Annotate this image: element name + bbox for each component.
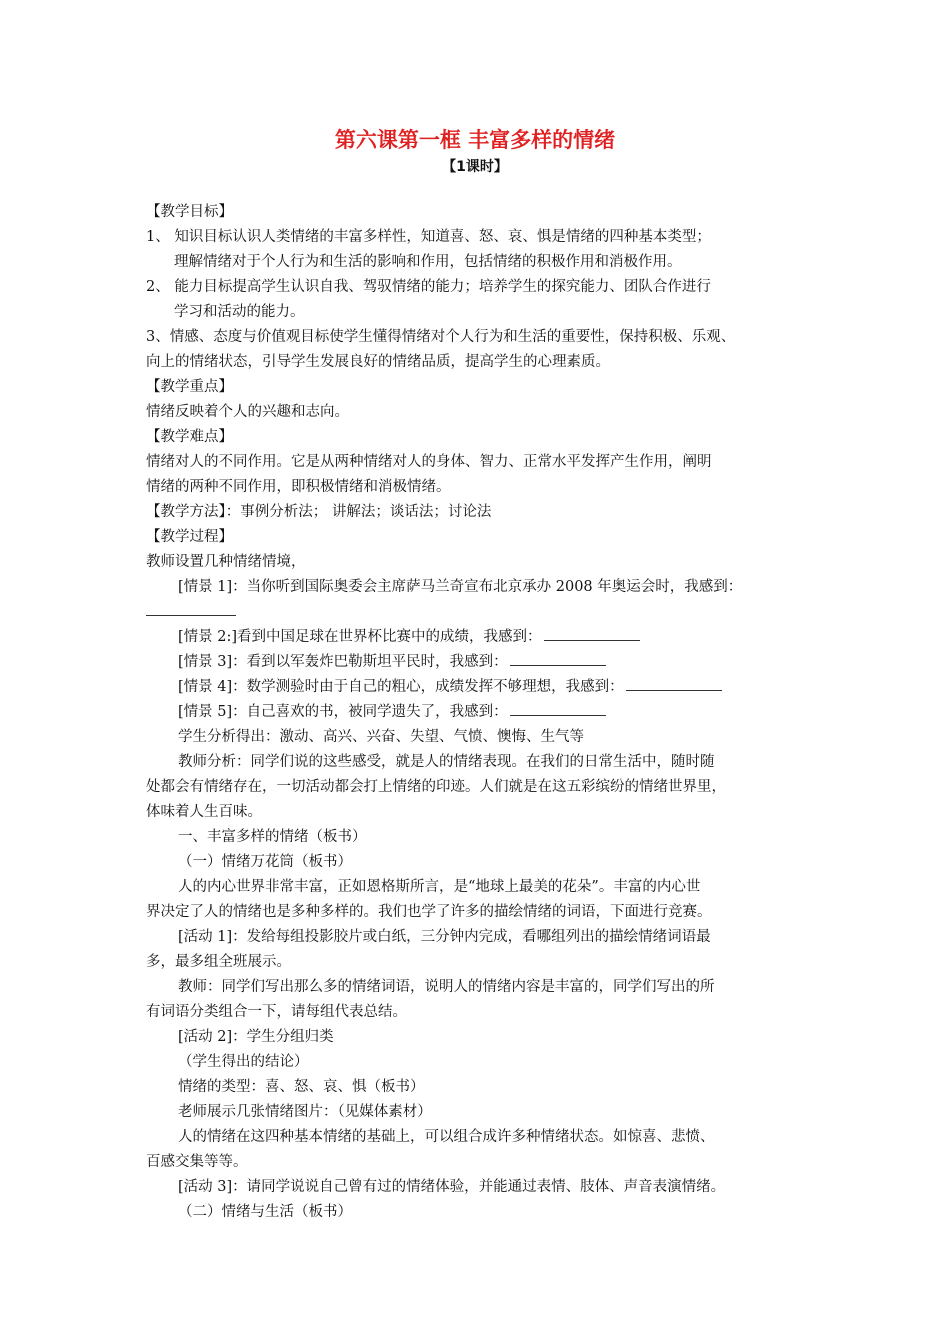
paragraph-line: 人的情绪在这四种基本情绪的基础上，可以组合成许多种情绪状态。如惊喜、悲愤、 <box>178 1129 715 1145</box>
paragraph-line: （学生得出的结论） <box>178 1054 309 1070</box>
paragraph-line: 3、情感、态度与价值观目标使学生懂得情绪对个人行为和生活的重要性，保持积极、乐观、 <box>146 329 736 345</box>
paragraph-line: [活动 2]：学生分组归类 <box>178 1029 334 1045</box>
paragraph-line: 教师：同学们写出那么多的情绪词语，说明人的情绪内容是丰富的，同学们写出的所 <box>178 979 715 995</box>
paragraph-line: 情绪的类型：喜、怒、哀、惧（板书） <box>178 1079 425 1095</box>
paragraph-line: 教师分析：同学们说的这些感受，就是人的情绪表现。在我们的日常生活中，随时随 <box>178 754 715 770</box>
paragraph-line: 理解情绪对于个人行为和生活的影响和作用，包括情绪的积极作用和消极作用。 <box>174 254 682 270</box>
board-heading: （一）情绪万花筒（板书） <box>178 854 352 870</box>
section-heading: 【教学过程】 <box>146 529 233 545</box>
paragraph-line: 处都会有情绪存在，一切活动都会打上情绪的印迹。人们就是在这五彩缤纷的情绪世界里， <box>146 779 726 795</box>
answer-blank <box>510 701 606 716</box>
paragraph-line: 体味着人生百味。 <box>146 804 262 820</box>
paragraph-line: 教师设置几种情绪情境， <box>146 554 306 570</box>
section-heading: 【教学目标】 <box>146 204 233 220</box>
paragraph-line: 情绪反映着个人的兴趣和志向。 <box>146 404 349 420</box>
answer-blank <box>146 601 236 616</box>
paragraph-line: 百感交集等等。 <box>146 1154 248 1170</box>
scenario-line: [情景 1]：当你听到国际奥委会主席萨马兰奇宣布北京承办 2008 年奥运会时，我感到： <box>178 579 743 595</box>
answer-blank <box>544 626 640 641</box>
scenario-row <box>146 700 836 725</box>
scenario-line: [情景 2:]看到中国足球在世界杯比赛中的成绩，我感到： <box>178 629 542 645</box>
paragraph-line: 人的内心世界非常丰富，正如恩格斯所言，是“地球上最美的花朵”。丰富的内心世 <box>178 879 701 895</box>
paragraph-line: 界决定了人的情绪也是多种多样的。我们也学了许多的描绘情绪的词语，下面进行竞赛。 <box>146 904 712 920</box>
paragraph-line: 2、 能力目标提高学生认识自我、驾驭情绪的能力；培养学生的探究能力、团队合作进行 <box>146 279 711 295</box>
paragraph-line: 老师展示几张情绪图片：（见媒体素材） <box>178 1104 432 1120</box>
paragraph-line: 向上的情绪状态，引导学生发展良好的情绪品质，提高学生的心理素质。 <box>146 354 610 370</box>
document-body <box>146 200 836 1225</box>
answer-blank-row <box>146 600 836 625</box>
paragraph-line: 情绪对人的不同作用。它是从两种情绪对人的身体、智力、正常水平发挥产生作用，阐明 <box>146 454 712 470</box>
scenario-row <box>146 625 836 650</box>
answer-blank <box>510 651 606 666</box>
scenario-line: [情景 5]：自己喜欢的书，被同学遗失了，我感到： <box>178 704 508 720</box>
board-heading: 一、丰富多样的情绪（板书） <box>178 829 367 845</box>
paragraph-line: 情绪的两种不同作用，即积极情绪和消极情绪。 <box>146 479 451 495</box>
board-heading: （二）情绪与生活（板书） <box>178 1204 352 1220</box>
scenario-row <box>146 650 836 675</box>
scenario-line: [情景 4]：数学测验时由于自己的粗心，成绩发挥不够理想，我感到： <box>178 679 624 695</box>
section-heading: 【教学重点】 <box>146 379 233 395</box>
paragraph-line: [活动 3]：请同学说说自己曾有过的情绪体验，并能通过表情、肢体、声音表演情绪。 <box>178 1179 726 1195</box>
page-subtitle: 【1课时】 <box>442 159 508 175</box>
section-heading: 【教学方法】：事例分析法； 讲解法；谈话法；讨论法 <box>146 504 492 520</box>
paragraph-line: [活动 1]：发给每组投影胶片或白纸，三分钟内完成，看哪组列出的描绘情绪词语最 <box>178 929 711 945</box>
answer-blank <box>626 676 722 691</box>
paragraph-line: 学生分析得出：激动、高兴、兴奋、失望、气愤、懊悔、生气等 <box>178 729 584 745</box>
page-title: 第六课第一框 丰富多样的情绪 <box>334 128 616 152</box>
paragraph-line: 有词语分类组合一下，请每组代表总结。 <box>146 1004 407 1020</box>
paragraph-line: 多，最多组全班展示。 <box>146 954 291 970</box>
scenario-line: [情景 3]：看到以军轰炸巴勒斯坦平民时，我感到： <box>178 654 508 670</box>
paragraph-line: 学习和活动的能力。 <box>174 304 305 320</box>
scenario-row <box>146 675 836 700</box>
section-heading: 【教学难点】 <box>146 429 233 445</box>
paragraph-line: 1、 知识目标认识人类情绪的丰富多样性，知道喜、怒、哀、惧是情绪的四种基本类型； <box>146 229 711 245</box>
